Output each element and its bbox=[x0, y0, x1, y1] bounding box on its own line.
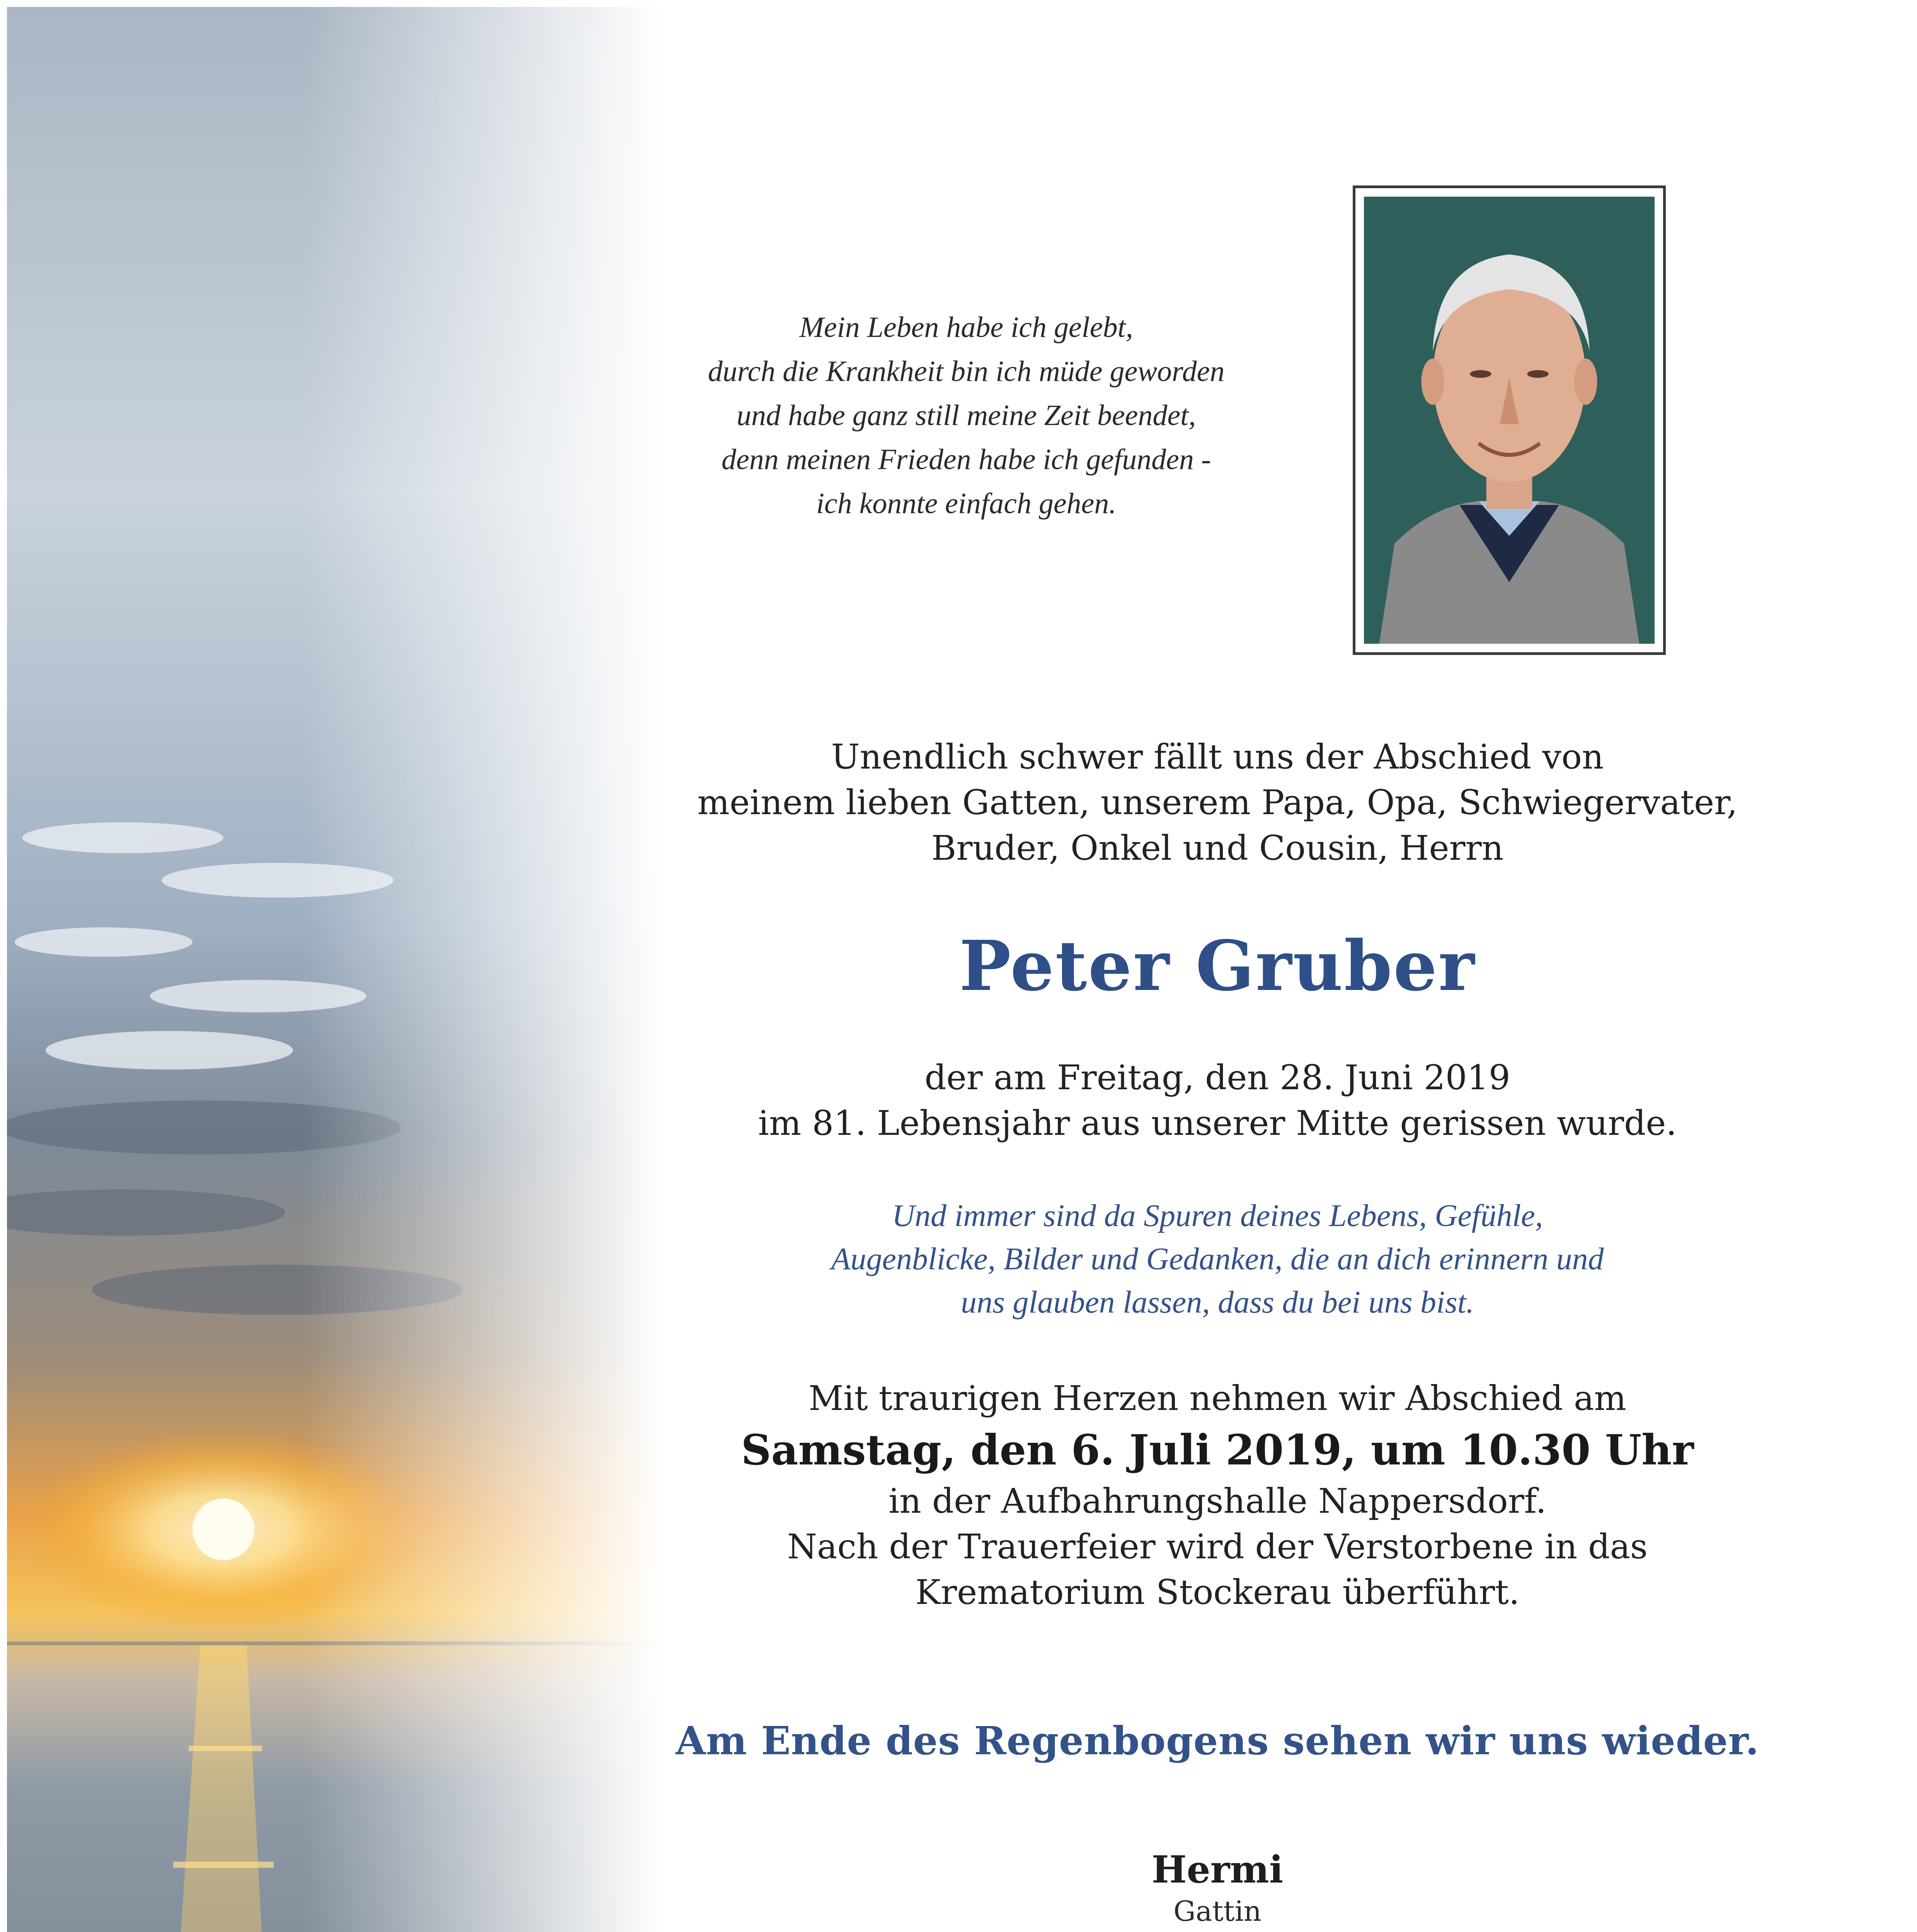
mourner-spouse bbox=[1005, 1847, 1430, 1930]
deceased-name: Peter Gruber bbox=[959, 925, 1476, 1006]
mourner-name: Hermi bbox=[1151, 1848, 1284, 1891]
motto: Am Ende des Regenbogens sehen wir uns wieder. bbox=[676, 1718, 1759, 1764]
verse-line: uns glauben lassen, dass du bei uns bist. bbox=[961, 1284, 1474, 1320]
farewell-note: Nach der Trauerfeier wird der Verstorbene in das bbox=[787, 1527, 1648, 1566]
poem-line: denn meinen Frieden habe ich gefunden - bbox=[721, 443, 1211, 476]
farewell-intro: Mit traurigen Herzen nehmen wir Abschied am bbox=[809, 1378, 1626, 1418]
portrait-photo bbox=[1353, 185, 1666, 655]
sunset-sea-image bbox=[7, 7, 664, 1932]
intro-line: Unendlich schwer fällt uns der Abschied von bbox=[831, 737, 1604, 777]
death-line: im 81. Lebensjahr aus unserer Mitte gerissen wurde. bbox=[758, 1103, 1677, 1143]
verse-line: Augenblicke, Bilder und Gedanken, die an dich erinnern und bbox=[831, 1241, 1604, 1276]
poem-line: ich konnte einfach gehen. bbox=[816, 487, 1117, 520]
farewell-date: Samstag, den 6. Juli 2019, um 10.30 Uhr bbox=[741, 1426, 1694, 1475]
memorial-verse bbox=[657, 1194, 1778, 1324]
farewell-note: Krematorium Stockerau überführt. bbox=[915, 1572, 1520, 1612]
poem-line: und habe ganz still meine Zeit beendet, bbox=[736, 399, 1196, 432]
death-line: der am Freitag, den 28. Juni 2019 bbox=[924, 1058, 1510, 1097]
mourner-role: Gattin bbox=[1173, 1895, 1262, 1927]
farewell-details bbox=[657, 1376, 1778, 1615]
verse-line: Und immer sind da Spuren deines Lebens, Gefühle, bbox=[892, 1198, 1543, 1233]
poem-line: Mein Leben habe ich gelebt, bbox=[799, 311, 1133, 344]
farewell-location: in der Aufbahrungshalle Nappersdorf. bbox=[888, 1481, 1547, 1521]
announcement-intro bbox=[657, 734, 1778, 871]
poem-line: durch die Krankheit bin ich müde geworden bbox=[708, 355, 1225, 388]
poem bbox=[618, 305, 1314, 526]
intro-line: Bruder, Onkel und Cousin, Herrn bbox=[931, 828, 1504, 868]
death-notice bbox=[657, 1055, 1778, 1146]
intro-line: meinem lieben Gatten, unserem Papa, Opa, Schwiegervater, bbox=[697, 782, 1738, 822]
